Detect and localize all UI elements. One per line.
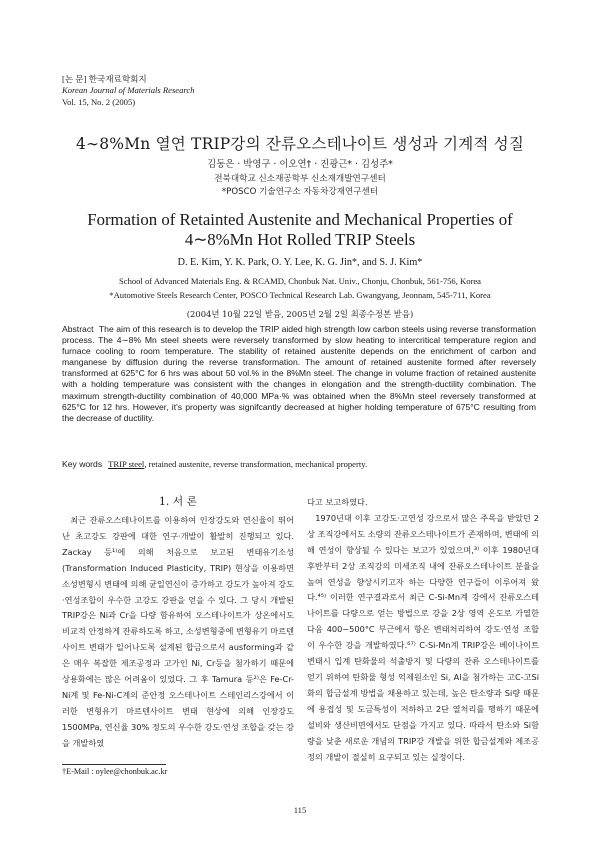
korean-title: 4∼8%Mn 열연 TRIP강의 잔류오스테나이트 생성과 기계적 성질 — [75, 135, 525, 153]
english-affiliation-1: School of Advanced Materials Eng. & RCAMD, Chonbuk Nat. Univ., Chonju, Chonbuk, 561-756, Korea — [118, 276, 481, 286]
page-number: 115 — [293, 805, 307, 815]
journal-volume: Vol. 15, No. 2 (2005) — [62, 96, 136, 107]
abstract-label: Abstract — [62, 324, 94, 334]
korean-affiliations — [0, 173, 600, 198]
right-column-paragraph: 1970년대 이후 고강도·고연성 강으로서 많은 주목을 받았던 2상 조직강에서도 소량의 잔류오스테나이트가 존재하며, 변태에 의해 연성이 향상될 수 있다는 보고가 있었으며,³⁾ 이후 1980년대 후반부터 2상 조직강의 미세조직 내에 잔류오스테나이트 분율을 높여 연성을 향상시키고자 하는 다양한 연구들이 이루어져 왔다.⁴⁵⁾ 이러한 연구결과로서 최근 C-Si-Mn계 강에서 잔류오스테나이트를 다량으로 얻는 방법으로 강을 2상 영역 온도로 가열한 다음 400∼500°C 부근에서 항온 변태처리하여 강도·연성 조합이 우수한 강을 개발하였다.⁶⁷⁾ C-Si-Mn계 TRIP강은 베이나이트 변태시 입계 탄화물의 석출방지 및 다량의 잔류 오스테나이트를 얻기 위하여 탄화물 형성 억제원소인 Si, Al을 첨가하는 고C-고Si화의 합금설계 방법을 채용하고 있는데, 높은 탄소량과 Si량 때문에 용접성 및 도금특성이 저하하고 2단 열처리를 행하기 때문에 설비와 생산비면에서도 단점을 가지고 있다. 따라서 탄소와 Si함량을 낮춘 새로운 개념의 TRIP강 개발을 위한 합금설계와 제조공정의 개발이 절실히 요구되고 있는 실정이다. — [307, 512, 539, 762]
english-affiliations — [0, 275, 600, 302]
korean-affiliation-2: *POSCO 기술연구소 자동차강재연구센터 — [221, 186, 379, 197]
english-affiliation-2: *Automotive Steels Research Center, POSCO Technical Research Lab. Gwangyang, Jeonnam, 545-711, Korea — [109, 289, 491, 300]
abstract-text: The aim of this research is to develop the TRIP aided high strength low carbon steels using reverse transformation process. The 4∼8% Mn steel sheets were reversely transformed by slow heating to intercritical temperature region and furnace cooling to room temperature. The stability of retained austenite depends on the enrichment of carbon and manganese by diffusion during the reverse transformation. The amount of retained austenite formed after reversely transformed at 625°C for 6 hrs was about 50 vol.% in the 8%Mn steel. The change in volume fraction of retained austenite with a holding temperature was consistent with the changes in elongation and the strength-ductility combination. The maximum strength-ductility combination of 40,000 MPa·% was obtained when the 8%Mn steel reversely transformed at 625°C for 12 hrs. However, it's property was signifcantly decreased at higher holding temperature of 675°C resulting from the decrease of ductility. — [62, 324, 537, 423]
keywords-rest: , retained austenite, reverse transformation, mechanical property. — [144, 459, 368, 469]
english-title-line-1: Formation of Retainted Austenite and Mechanical Properties of — [87, 210, 513, 229]
keywords-label: Key words — [62, 459, 103, 469]
abstract — [62, 324, 536, 424]
section-heading-introduction: 1. 서 론 — [158, 495, 198, 508]
keywords — [62, 459, 536, 469]
footnote-email: †E-Mail : oylee@chonbuk.ac.kr — [62, 767, 168, 776]
body-left-column: 최근 잔류오스테나이트를 이용하여 인장강도와 연신율이 뛰어난 초고강도 강판에 대한 연구·개발이 활발히 진행되고 있다. Zackay 등¹⁾에 의해 처음으로 보고된 변태유기소성(Transformation Induced Plasticity, TRIP) 현상을 이용하면 소성변형시 변태에 의해 균일연신이 증가하고 강도가 높아져 강도·연성조합이 우수한 고강도 강판을 얻을 수 있다. 그 당시 개발된 TRIP강은 Ni과 Cr을 다량 함유하여 오스테나이트가 상온에서도 비교적 안정하게 잔류하도록 하고, 소성변형중에 변형유기 마르텐사이트 변태가 일어나도록 설계된 합금으로서 ausforming과 같은 매우 복잡한 제조공정과 고가인 Ni, Cr등을 첨가하기 때문에 상용화에는 많은 어려움이 있었다. 그 후 Tamura 등²⁾은 Fe-Cr-Ni계 및 Fe-Ni-C계의 준안정 오스테나이트 스테인리스강에서 이러한 변형유기 마르텐사이트 변태 현상에 의해 인장강도 1500MPa, 연신율 30% 정도의 우수한 강도·연성 조합을 갖는 강을 개발하였 — [62, 515, 294, 748]
journal-category: [논 문] 한국재료학회지 — [62, 74, 147, 84]
english-authors: D. E. Kim, Y. K. Park, O. Y. Lee, K. G. Jin*, and S. J. Kim* — [177, 257, 423, 268]
right-column-continuation: 다고 보고하였다. — [307, 497, 368, 507]
english-title-line-2: 4∼8%Mn Hot Rolled TRIP Steels — [184, 229, 416, 249]
journal-header — [62, 74, 195, 108]
body-right-column — [307, 495, 539, 765]
received-dates: (2004년 10월 22일 받음, 2005년 2월 2일 최종수정본 받음) — [186, 309, 414, 319]
english-title — [0, 210, 600, 250]
korean-affiliation-1: 전북대학교 신소재공학부 신소재개발연구센터 — [214, 174, 386, 184]
keyword-trip-steel: TRIP steel — [108, 459, 145, 469]
journal-name: Korean Journal of Materials Research — [62, 85, 195, 96]
korean-authors: 김동은 · 박영구 · 이오연† · 진광근* · 김성주* — [207, 159, 393, 170]
footnote-divider — [62, 764, 166, 765]
